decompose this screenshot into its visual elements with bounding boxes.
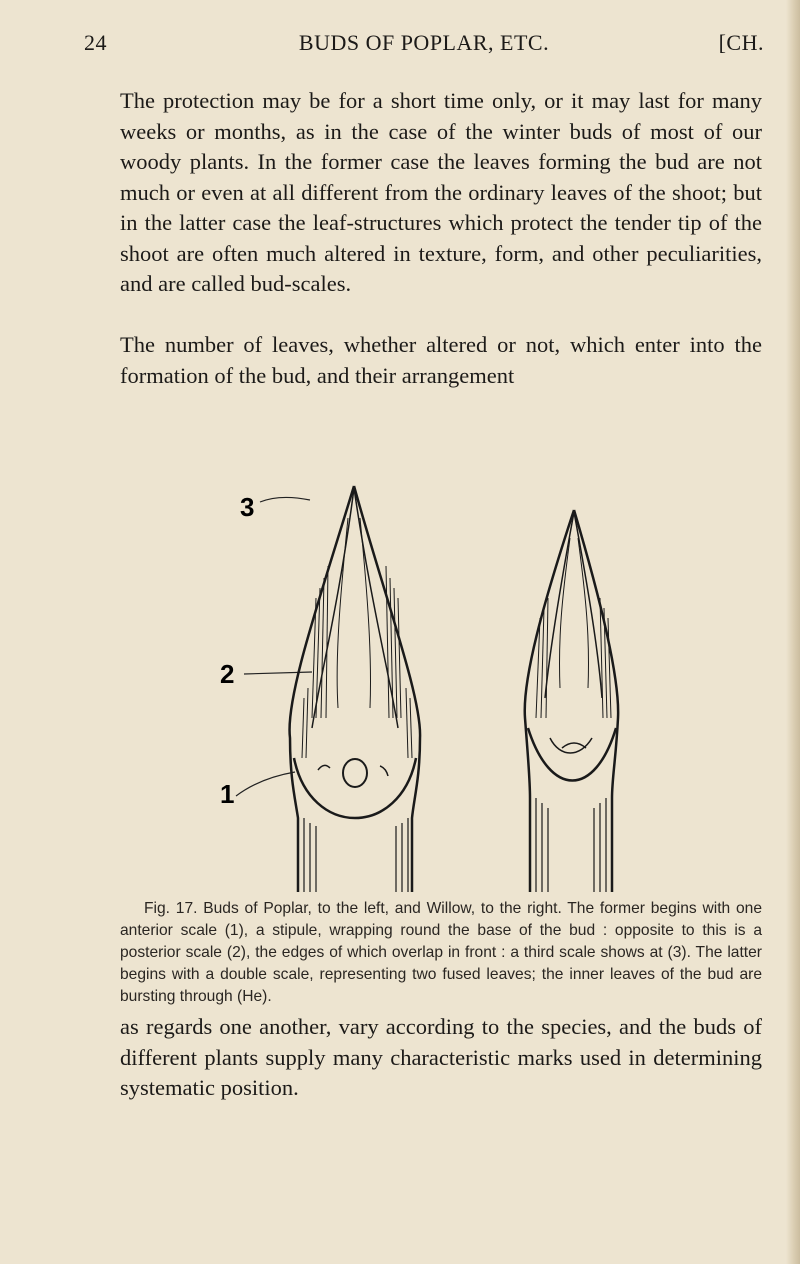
page-number: 24 xyxy=(84,30,107,55)
buds-drawing xyxy=(200,398,660,892)
paragraph-1: The protection may be for a short time only, or it may last for many weeks or months, as in the case of the winter buds of most of our woody plants. In the former case the leaves forming the bud are not much or even at all different from the ordinary leaves of the shoot; but in the latter case the leaf-structures which protect the tender tip of the shoot are often much altered in texture, form, and other peculiarities, and are called bud-scales. xyxy=(120,88,762,296)
label-1: 1 xyxy=(220,779,235,809)
running-header xyxy=(84,30,764,60)
paragraph-3: as regards one another, vary according to the species, and the buds of different plants supply many characteristic marks used in determining systematic position. xyxy=(120,1014,762,1100)
chapter-marker: [CH. xyxy=(718,30,764,55)
figure-caption xyxy=(120,898,762,1008)
label-3: 3 xyxy=(240,492,255,522)
willow-bud xyxy=(525,510,618,892)
poplar-bud xyxy=(290,486,421,892)
figure-buds-illustration xyxy=(200,398,660,892)
page-edge xyxy=(786,0,800,1264)
figure-number: Fig. 17. xyxy=(144,900,198,917)
running-title: BUDS OF POPLAR, ETC. xyxy=(298,30,550,55)
figure-caption-text: Buds of Poplar, to the left, and Willow, to the right. The former begins with one anterior scale (1), a stipule, wrapping round the base of the bud : opposite to this is a posterior scale (2), the edges of which overlap in front : a third scale shows at (3). The latter begins with a double scale, representing two fused leaves; the inner leaves of the bud are bursting through (He). xyxy=(120,900,762,1005)
leader-line-3 xyxy=(260,497,310,502)
paragraph-2: The number of leaves, whether altered or not, which enter into the formation of the bud, and their arrangement xyxy=(120,332,762,388)
leader-line-2 xyxy=(244,672,312,674)
leader-line-1 xyxy=(236,772,295,796)
label-2: 2 xyxy=(220,659,235,689)
